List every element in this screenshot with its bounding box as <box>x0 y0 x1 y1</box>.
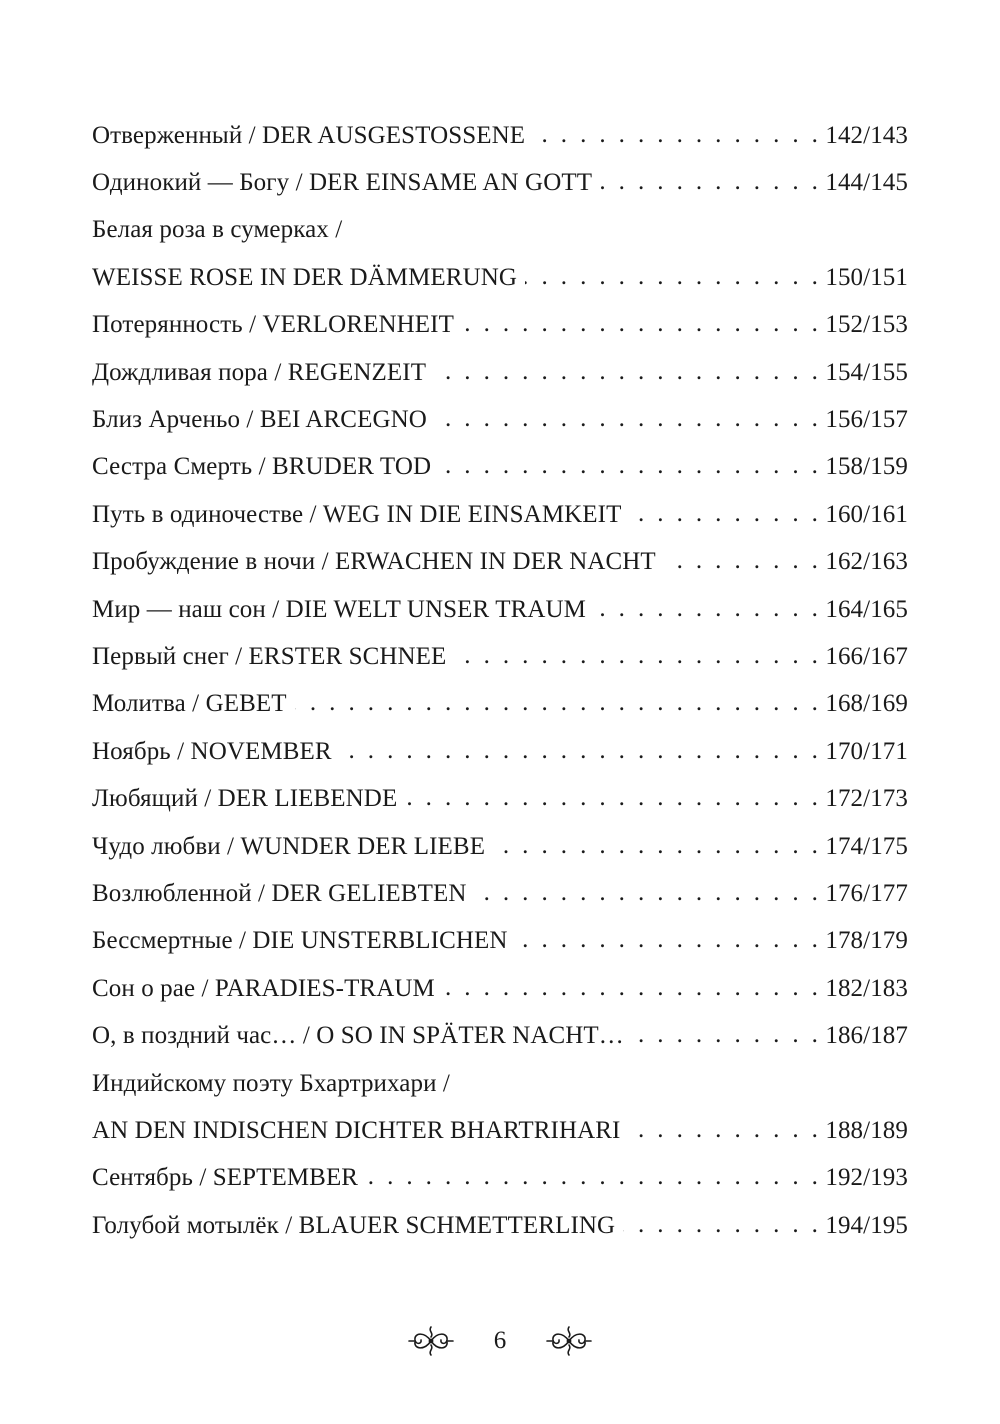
toc-entry-pages: 174/175 <box>825 832 908 860</box>
dot-leader <box>366 1164 821 1192</box>
toc-entry-pages: 186/187 <box>825 1022 908 1050</box>
toc-entry-pages: 176/177 <box>825 879 908 907</box>
toc-entry-title: Близ Арченьо / BEI ARCEGNO <box>92 406 427 434</box>
toc-entry-heading-part[interactable] <box>92 207 908 254</box>
toc-entry-title: Голубой мотылёк / BLAUER SCHMETTERLING <box>92 1211 616 1239</box>
toc-entry[interactable] <box>92 444 908 491</box>
toc-entry[interactable] <box>92 823 908 870</box>
toc-entry[interactable] <box>92 965 908 1012</box>
toc-entry-pages: 144/145 <box>825 169 908 197</box>
dot-leader <box>493 833 821 861</box>
dot-leader <box>462 311 821 339</box>
toc-entry-title: Дождливая пора / REGENZEIT <box>92 358 427 386</box>
toc-entry-title: Сон о рае / PARADIES-TRAUM <box>92 974 435 1002</box>
toc-entry[interactable] <box>92 1107 908 1154</box>
dot-leader <box>623 1212 821 1240</box>
toc-entry-title: Сестра Смерть / BRUDER TOD <box>92 453 432 481</box>
toc-entry-title: Сентябрь / SEPTEMBER <box>92 1164 359 1192</box>
dot-leader <box>474 880 821 908</box>
dot-leader <box>600 169 821 197</box>
toc-entry[interactable] <box>92 775 908 822</box>
toc-entry[interactable] <box>92 681 908 728</box>
toc-entry[interactable] <box>92 539 908 586</box>
toc-entry-title: AN DEN INDISCHEN DICHTER BHARTRIHARI <box>92 1116 621 1144</box>
toc-entry-pages: 182/183 <box>825 974 908 1002</box>
page-footer <box>0 1316 1000 1366</box>
toc-entry[interactable] <box>92 396 908 443</box>
toc-entry-pages: 154/155 <box>825 358 908 386</box>
toc-entry[interactable] <box>92 491 908 538</box>
toc-entry-title: Молитва / GEBET <box>92 690 287 718</box>
dot-leader <box>435 406 821 434</box>
dot-leader <box>664 548 822 576</box>
toc-entry[interactable] <box>92 112 908 159</box>
scroll-ornament-icon <box>544 1321 594 1361</box>
toc-entry-pages: 188/189 <box>825 1116 908 1144</box>
toc-entry-pages: 150/151 <box>825 263 908 291</box>
toc-entry[interactable] <box>92 918 908 965</box>
dot-leader <box>594 596 821 624</box>
toc-entry[interactable] <box>92 1155 908 1202</box>
toc-entry-title: Первый снег / ERSTER SCHNEE <box>92 642 447 670</box>
toc-entry-title: WEISSE ROSE IN DER DÄMMERUNG <box>92 263 518 291</box>
dot-leader <box>454 643 821 671</box>
dot-leader <box>295 690 822 718</box>
toc-entry-pages: 162/163 <box>825 548 908 576</box>
scroll-ornament-icon <box>406 1321 456 1361</box>
dot-leader <box>533 122 821 150</box>
dot-leader <box>340 738 822 766</box>
toc-entry-pages: 192/193 <box>825 1164 908 1192</box>
toc-entry-title: Возлюбленной / DER GELIEBTEN <box>92 879 467 907</box>
toc-entry[interactable] <box>92 302 908 349</box>
dot-leader <box>434 359 821 387</box>
dot-leader <box>629 501 821 529</box>
toc-entry-title: Ноябрь / NOVEMBER <box>92 737 332 765</box>
toc-entry-pages: 142/143 <box>825 121 908 149</box>
dot-leader <box>628 1117 821 1145</box>
toc-entry[interactable] <box>92 586 908 633</box>
toc-entry[interactable] <box>92 159 908 206</box>
toc-entry-pages: 158/159 <box>825 453 908 481</box>
toc-entry[interactable] <box>92 870 908 917</box>
toc-entry-pages: 194/195 <box>825 1211 908 1239</box>
toc-entry-pages: 172/173 <box>825 785 908 813</box>
dot-leader <box>632 1022 821 1050</box>
toc-entry-pages: 160/161 <box>825 500 908 528</box>
toc-entry[interactable] <box>92 1012 908 1059</box>
toc-entry[interactable] <box>92 254 908 301</box>
toc-entry-pages: 178/179 <box>825 927 908 955</box>
toc-entry-pages: 170/171 <box>825 737 908 765</box>
toc-entry-pages: 168/169 <box>825 690 908 718</box>
toc-entry-title: Отверженный / DER AUSGESTOSSENE <box>92 121 526 149</box>
toc-entry-title: Чудо любви / WUNDER DER LIEBE <box>92 832 486 860</box>
toc-entry-title: Индийскому поэту Бхартрихари / <box>92 1069 450 1097</box>
toc-entry-title: Мир — наш сон / DIE WELT UNSER TRAUM <box>92 595 587 623</box>
toc-entry-title: Одинокий — Богу / DER EINSAME AN GOTT <box>92 169 593 197</box>
table-of-contents <box>92 112 908 1249</box>
dot-leader <box>525 264 821 292</box>
toc-entry-title: Бессмертные / DIE UNSTERBLICHEN <box>92 927 508 955</box>
toc-entry-pages: 164/165 <box>825 595 908 623</box>
toc-entry-title: О, в поздний час… / O SO IN SPÄTER NACHT… <box>92 1022 624 1050</box>
dot-leader <box>516 927 822 955</box>
toc-entry-pages: 166/167 <box>825 642 908 670</box>
toc-entry-title: Любящий / DER LIEBENDE <box>92 785 398 813</box>
toc-entry[interactable] <box>92 1202 908 1249</box>
toc-entry[interactable] <box>92 728 908 775</box>
toc-entry-pages: 156/157 <box>825 406 908 434</box>
toc-entry-title: Белая роза в сумерках / <box>92 216 343 244</box>
toc-entry[interactable] <box>92 633 908 680</box>
toc-entry-title: Потерянность / VERLORENHEIT <box>92 311 454 339</box>
toc-entry-heading-part[interactable] <box>92 1060 908 1107</box>
toc-entry-title: Пробуждение в ночи / ERWACHEN IN DER NACHT <box>92 548 656 576</box>
toc-entry-pages: 152/153 <box>825 311 908 339</box>
page-number: 6 <box>493 1327 507 1354</box>
dot-leader <box>443 975 821 1003</box>
dot-leader <box>439 453 821 481</box>
toc-entry[interactable] <box>92 349 908 396</box>
dot-leader <box>405 785 821 813</box>
toc-entry-title: Путь в одиночестве / WEG IN DIE EINSAMKEIT <box>92 500 622 528</box>
